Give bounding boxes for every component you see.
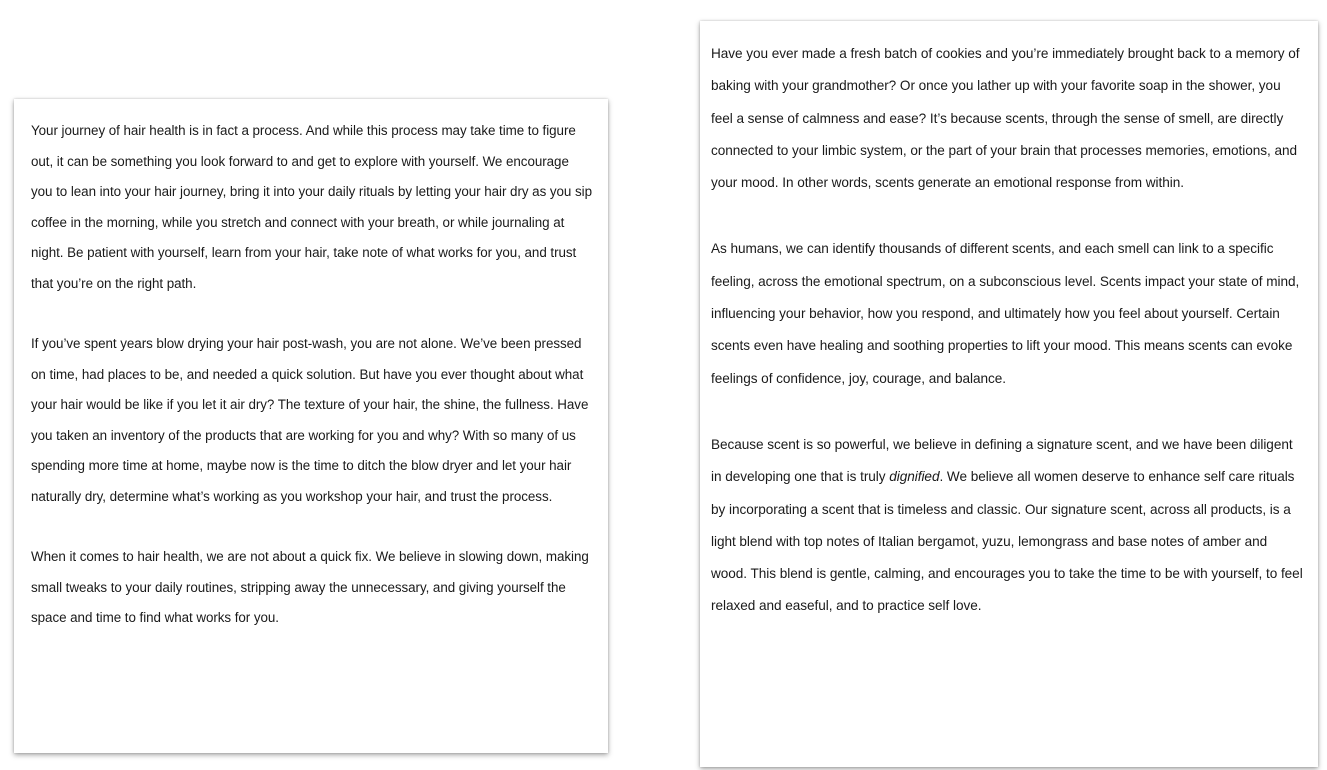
hair-health-paragraph: When it comes to hair health, we are not about a quick fix. We believe in slowing down, making small tweaks to your daily routines, stripping away the unnecessary, and giving yourself the space and time to find what works for you. — [31, 549, 589, 625]
signature-scent-text-start: Because scent is so powerful, we believe in defining a signature scent, and we have been diligent in developing one that is truly — [711, 436, 1293, 485]
scent-text-card — [700, 21, 1318, 767]
hair-journey-paragraph: Your journey of hair health is in fact a process. And while this process may take time to figure out, it can be something you look forward to and get to explore with yourself. We encourage you to lean into your hair journey, bring it into your daily rituals by letting your hair dry as you sip coffee in the morning, while you stretch and connect with your breath, or while journaling at night. Be patient with yourself, learn from your hair, take note of what works for you, and trust that you’re on the right path. — [31, 123, 592, 291]
hair-journey-text-card — [14, 99, 608, 753]
scent-emotion-paragraph: As humans, we can identify thousands of different scents, and each smell can link to a specific feeling, across the emotional spectrum, on a subconscious level. Scents impact your state of mind, influencing your behavior, how you respond, and ultimately how you feel about yourself. Certain scents even have healing and soothing properties to lift your mood. This means scents can evoke feelings of confidence, joy, courage, and balance. — [711, 241, 1300, 386]
signature-scent-text-end: . We believe all women deserve to enhance self care rituals by incorporating a scent that is timeless and classic. Our signature scent, across all products, is a light blend with top notes of Italian bergamot, yuzu, lemongrass and base notes of amber and wood. This blend is gentle, calming, and encourages you to take the time to be with yourself, to feel relaxed and easeful, and to practice self love. — [711, 469, 1303, 614]
air-dry-paragraph: If you’ve spent years blow drying your hair post-wash, you are not alone. We’ve been pressed on time, had places to be, and needed a quick solution. But have you ever thought about what your hair would be like if you let it air dry? The texture of your hair, the shine, the fullness. Have you taken an inventory of the products that are working for you and why? With so many of us spending more time at home, maybe now is the time to ditch the blow dryer and let your hair naturally dry, determine what’s working as you workshop your hair, and trust the process. — [31, 336, 589, 504]
scent-memory-paragraph: Have you ever made a fresh batch of cookies and you’re immediately brought back to a memory of baking with your grandmother? Or once you lather up with your favorite soap in the shower, you feel a sense of calmness and ease? It’s because scents, through the sense of smell, are directly connected to your limbic system, or the part of your brain that processes memories, emotions, and your mood. In other words, scents generate an emotional response from within. — [711, 46, 1300, 191]
signature-scent-paragraph — [711, 429, 1304, 623]
dignified-emphasis: dignified — [889, 469, 940, 485]
